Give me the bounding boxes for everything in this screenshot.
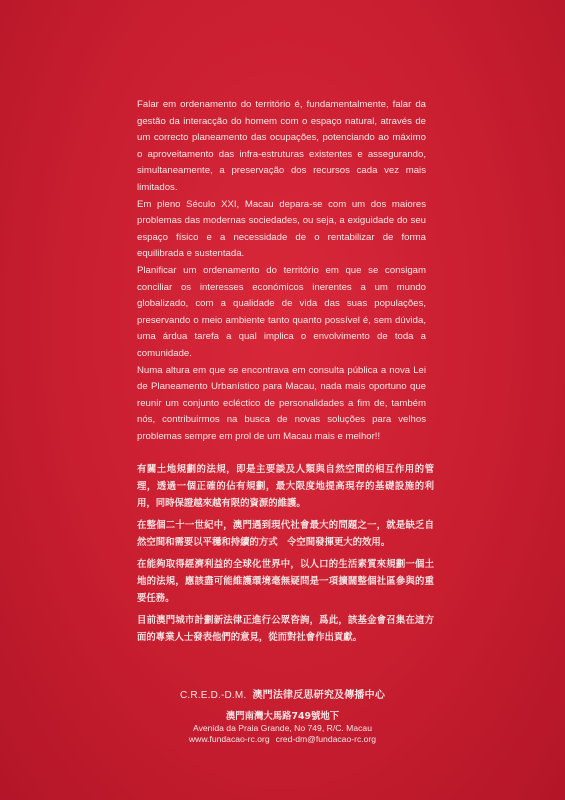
zh-paragraph-4: 目前澳門城市計劃新法律正進行公眾咨詢，爲此，該基金會召集在這方面的專業人士發表他們的意見，從而對社會作出貢獻。 [137,615,434,643]
zh-paragraph-2: 在整個二十一世紀中，澳門遇到現代社會最大的問題之一，就是缺乏自然空間和需要以平穩和持續的方式 令空間發揮更大的效用。 [137,520,434,548]
website-link[interactable]: www.fundacao-rc.org [188,734,270,745]
footer [0,690,565,746]
portuguese-text-block [137,97,426,445]
pt-paragraph-1: Falar em ordenamento do território é, fundamentalmente, falar da gestão da interacção do homem com o espaço natural, através de um correcto planeamento das ocupações, potenciando ao máximo o aproveitamento das infra-estruturas existentes e assegurando, simultaneamente, a preservação dos recursos cada vez mais limitados. [137,99,426,193]
address-latin: Avenida da Praia Grande, No 749, R/C. Macau [193,722,372,733]
pt-paragraph-3: Planificar um ordenamento do território em que se consigam conciliar os interesses económicos inerentes a um mundo globalizado, com a qualidade de vida das suas populações, preservando o meio ambiente tanto quanto possível é, sem dúvida, uma árdua tarefa a qual implica o envolvimento de toda a comunidade. [137,264,426,359]
pt-paragraph-4: Numa altura em que se encontrava em consulta pública a nova Lei de Planeamento Urbanístico para Macau, nada mais oportuno que reunir um conjunto ecléctico de personalidades a fim de, também nós, contribuirmos na busca de novas soluções para velhos problemas sempre em prol de um Macau mais e melhor!! [137,364,426,442]
org-chinese-name: 澳門法律反思研究及傳播中心 [252,690,386,701]
zh-paragraph-3: 在能夠取得經濟利益的全球化世界中，以人口的生活素質來規劃一個土地的法規，應該盡可能維護環境毫無疑問是一項擴闊整個社區參與的重要任務。 [137,559,434,604]
chinese-text-block [137,461,434,651]
org-latin-name: C.R.E.D.-D.M. [179,690,247,701]
email-link[interactable]: cred-dm@fundacao-rc.org [275,734,377,745]
address-chinese: 澳門南灣大馬路749號地下 [225,711,340,723]
organization-name [0,690,565,701]
contact-links [0,734,565,745]
zh-paragraph-1: 有關土地規劃的法規，即是主要談及人類與自然空間的相互作用的管理，透過一個正確的佔有規劃，最大限度地提高現存的基礎設施的利用，同時保證越來越有限的資源的維護。 [137,464,434,509]
pt-paragraph-2: Em pleno Século XXI, Macau depara-se com um dos maiores problemas das modernas sociedades, ou seja, a exiguidade do seu espaço físico e a necessidade de o rentabilizar de forma equilibrada e sustentada. [137,198,426,260]
